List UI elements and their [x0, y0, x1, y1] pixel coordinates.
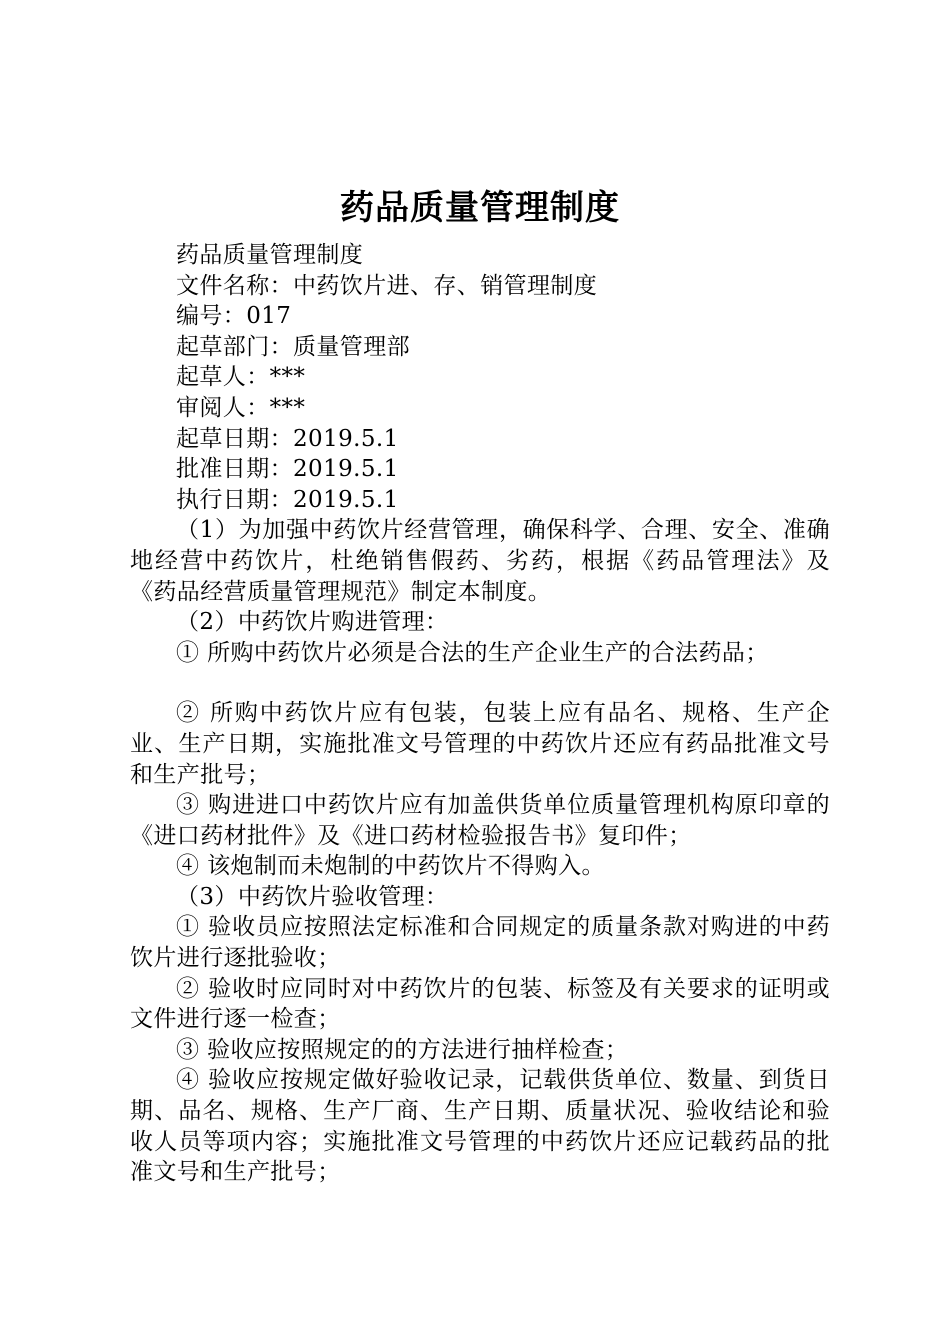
body-paragraph: ② 所购中药饮片应有包装，包装上应有品名、规格、生产企业、生产日期，实施批准文号管理的中药饮片还应有药品批准文号和生产批号； [130, 700, 830, 788]
header-line-approval-date: 批准日期：2019.5.1 [176, 456, 399, 483]
body-paragraph: ③ 购进进口中药饮片应有加盖供货单位质量管理机构原印章的《进口药材批件》及《进口药材检验报告书》复印件； [130, 792, 830, 849]
header-line-draft-date: 起草日期：2019.5.1 [176, 425, 399, 452]
header-line-effective-date: 执行日期：2019.5.1 [176, 486, 399, 513]
section-heading: （3）中药饮片验收管理： [176, 883, 449, 910]
document-page [130, 186, 830, 1188]
header-line-file-name: 文件名称：中药饮片进、存、销管理制度 [176, 272, 598, 299]
body-paragraph: ③ 验收应按照规定的的方法进行抽样检查； [176, 1036, 629, 1063]
body-paragraph: ① 所购中药饮片必须是合法的生产企业生产的合法药品； [176, 639, 769, 666]
body-paragraph: ④ 该炮制而未炮制的中药饮片不得购入。 [176, 853, 605, 880]
header-line-reviewer: 审阅人：*** [176, 394, 306, 421]
body-paragraph: ④ 验收应按规定做好验收记录，记载供货单位、数量、到货日期、品名、规格、生产厂商、生产日期、质量状况、验收结论和验收人员等项内容；实施批准文号管理的中药饮片还应记载药品的批准文号和生产批号； [130, 1067, 830, 1186]
body-paragraph: ① 验收员应按照法定标准和合同规定的质量条款对购进的中药饮片进行逐批验收； [130, 914, 830, 972]
section-heading: （2）中药饮片购进管理： [176, 609, 449, 636]
document-title: 药品质量管理制度 [340, 188, 620, 228]
body-paragraph: ② 验收时应同时对中药饮片的包装、标签及有关要求的证明或文件进行逐一检查； [130, 975, 830, 1033]
header-line-drafting-dept: 起草部门：质量管理部 [176, 333, 410, 360]
header-line-number: 编号：017 [176, 303, 292, 330]
header-line-doc-title: 药品质量管理制度 [176, 242, 364, 268]
blank-line [130, 668, 830, 698]
header-line-drafter: 起草人：*** [176, 364, 306, 391]
body-paragraph: （1）为加强中药饮片经营管理，确保科学、合理、安全、准确地经营中药饮片，杜绝销售假药、劣药，根据《药品管理法》及《药品经营质量管理规范》制定本制度。 [130, 517, 830, 605]
